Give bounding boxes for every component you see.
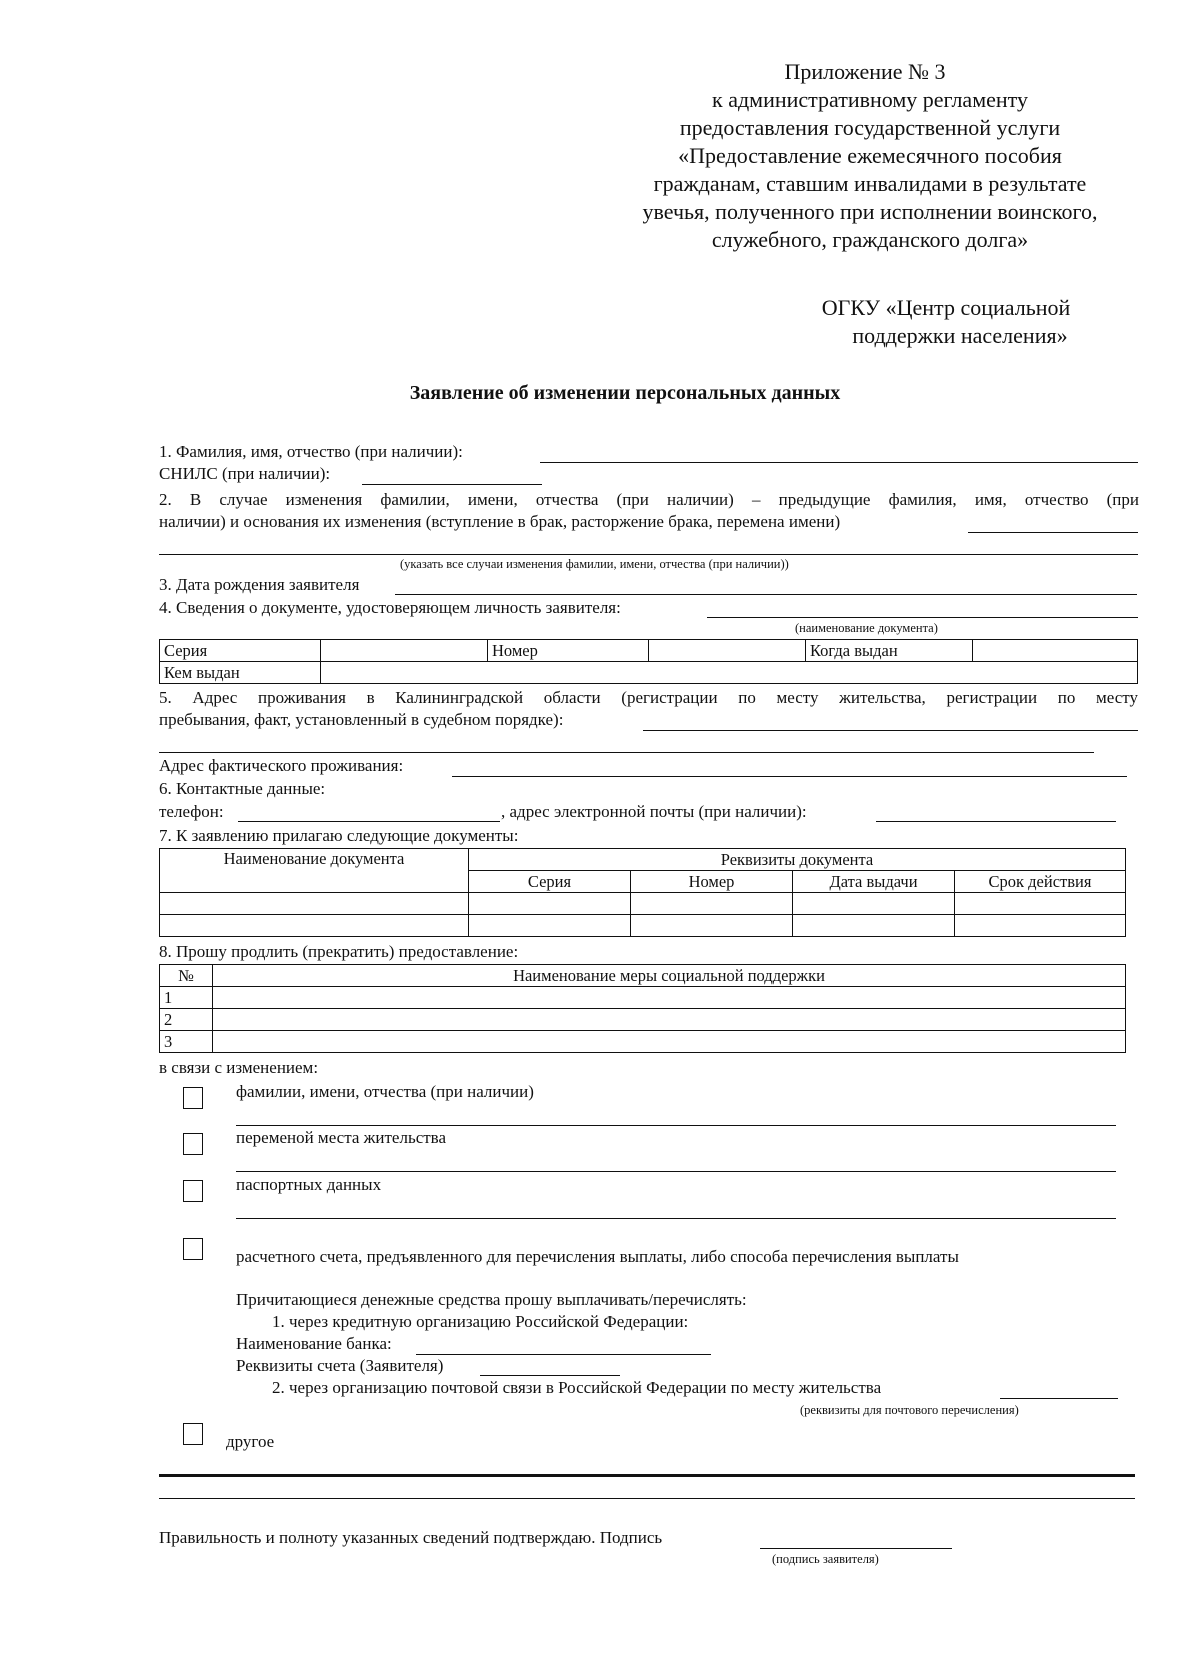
- reason-label: в связи с изменением:: [159, 1058, 319, 1077]
- table-cell[interactable]: [955, 915, 1126, 937]
- account-label: Реквизиты счета (Заявителя): [236, 1356, 444, 1375]
- addressee: [810, 294, 1110, 350]
- fio-label: 1. Фамилия, имя, отчество (при наличии):: [159, 442, 463, 461]
- table-cell[interactable]: [793, 893, 955, 915]
- col-doc-requisites: Реквизиты документа: [469, 849, 1126, 871]
- table-cell[interactable]: [160, 915, 469, 937]
- via-post-label: 2. через организацию почтовой связи в Российской Федерации по месту жительства: [272, 1378, 882, 1397]
- snils-field[interactable]: [362, 484, 542, 485]
- via-bank-label: 1. через кредитную организацию Российской Федерации:: [272, 1312, 689, 1331]
- account-change-label: расчетного счета, предъявленного для перечисления выплаты, либо способа перечисления выплаты: [236, 1247, 959, 1266]
- table-cell[interactable]: [160, 893, 469, 915]
- attachments-table: [159, 848, 1126, 937]
- header-line: предоставления государственной услуги: [679, 115, 1061, 140]
- header-line: гражданам, ставшим инвалидами в результате: [653, 171, 1087, 196]
- id-doc-label: 4. Сведения о документе, удостоверяющем личность заявителя:: [159, 598, 621, 617]
- measures-label: 8. Прошу продлить (прекратить) предоставление:: [159, 942, 519, 961]
- passport-change-checkbox[interactable]: [183, 1180, 203, 1202]
- issued-by-header: Кем выдан: [160, 662, 321, 684]
- bank-name-field[interactable]: [416, 1354, 711, 1355]
- fio-field[interactable]: [540, 462, 1138, 463]
- address-text-2: пребывания, факт, установленный в судебном порядке):: [159, 710, 564, 729]
- col-issue-date: Дата выдачи: [793, 871, 955, 893]
- prev-fio-hint: (указать все случаи изменения фамилии, имени, отчества (при наличии)): [400, 557, 789, 571]
- issued-date-header: Когда выдан: [806, 640, 973, 662]
- address-text: 5. Адрес проживания в Калининградской области (регистрации по месту жительства, регистрации по месту: [159, 688, 1138, 707]
- table-row: [160, 915, 1126, 937]
- other-checkbox[interactable]: [183, 1423, 203, 1445]
- prev-fio-text: 2. В случае изменения фамилии, имени, отчества (при наличии) – предыдущие фамилия, имя, отчество (при: [159, 490, 1139, 509]
- prev-fio-field[interactable]: [968, 532, 1138, 533]
- id-doc-table: [159, 639, 1138, 684]
- signature-hint: (подпись заявителя): [772, 1552, 879, 1566]
- table-cell[interactable]: [631, 893, 793, 915]
- table-cell[interactable]: [213, 1031, 1126, 1053]
- post-requisites-hint: (реквизиты для почтового перечисления): [800, 1403, 1019, 1417]
- page-title: Заявление об изменении персональных данных: [409, 382, 841, 404]
- account-field[interactable]: [480, 1375, 620, 1376]
- actual-address-label: Адрес фактического проживания:: [159, 756, 404, 775]
- table-row: [160, 893, 1126, 915]
- header-line: Приложение № 3: [784, 59, 946, 84]
- passport-change-field[interactable]: [236, 1218, 1116, 1219]
- fio-change-label: фамилии, имени, отчества (при наличии): [236, 1082, 534, 1101]
- series-header: Серия: [160, 640, 321, 662]
- id-doc-field[interactable]: [707, 617, 1138, 618]
- birthdate-label: 3. Дата рождения заявителя: [159, 575, 360, 594]
- other-field[interactable]: [159, 1474, 1135, 1477]
- fio-change-checkbox[interactable]: [183, 1087, 203, 1109]
- table-cell[interactable]: [213, 987, 1126, 1009]
- issued-by-cell[interactable]: [321, 662, 1138, 684]
- residence-change-checkbox[interactable]: [183, 1133, 203, 1155]
- residence-change-field[interactable]: [236, 1171, 1116, 1172]
- number-cell[interactable]: [649, 640, 806, 662]
- issued-date-cell[interactable]: [973, 640, 1138, 662]
- row-number: 1: [160, 987, 213, 1009]
- account-change-checkbox[interactable]: [183, 1238, 203, 1260]
- table-cell[interactable]: [213, 1009, 1126, 1031]
- table-cell[interactable]: [955, 893, 1126, 915]
- signature-field[interactable]: [760, 1548, 952, 1549]
- confirm-text: Правильность и полноту указанных сведений подтверждаю. Подпись: [159, 1528, 663, 1547]
- header-line: «Предоставление ежемесячного пособия: [678, 143, 1062, 168]
- fio-change-field[interactable]: [236, 1125, 1116, 1126]
- table-row: [160, 1031, 1126, 1053]
- residence-change-label: переменой места жительства: [236, 1128, 447, 1147]
- actual-address-field[interactable]: [452, 776, 1127, 777]
- phone-field[interactable]: [238, 821, 500, 822]
- col-doc-name: Наименование документа: [160, 849, 469, 893]
- series-cell[interactable]: [321, 640, 488, 662]
- snils-label: СНИЛС (при наличии):: [159, 464, 331, 483]
- attachments-label: 7. К заявлению прилагаю следующие документы:: [159, 826, 519, 845]
- row-number: 3: [160, 1031, 213, 1053]
- col-number: Номер: [631, 871, 793, 893]
- col-number-sign: №: [160, 965, 213, 987]
- table-row: [160, 987, 1126, 1009]
- addressee-line: поддержки населения»: [852, 323, 1068, 348]
- id-doc-hint: (наименование документа): [795, 621, 938, 635]
- payout-label: Причитающиеся денежные средства прошу выплачивать/перечислять:: [236, 1290, 747, 1309]
- email-field[interactable]: [876, 821, 1116, 822]
- address-field-2[interactable]: [159, 752, 1094, 753]
- passport-change-label: паспортных данных: [236, 1175, 382, 1194]
- phone-label: телефон:: [159, 802, 224, 821]
- bank-name-label: Наименование банка:: [236, 1334, 392, 1353]
- col-validity: Срок действия: [955, 871, 1126, 893]
- header-line: увечья, полученного при исполнении воинского,: [642, 199, 1098, 224]
- table-cell[interactable]: [469, 893, 631, 915]
- table-cell[interactable]: [469, 915, 631, 937]
- address-field[interactable]: [643, 730, 1138, 731]
- prev-fio-field-2[interactable]: [159, 554, 1138, 555]
- email-label: , адрес электронной почты (при наличии):: [501, 802, 807, 821]
- addressee-line: ОГКУ «Центр социальной: [821, 295, 1071, 320]
- table-row: [160, 1009, 1126, 1031]
- other-label: другое: [226, 1432, 275, 1451]
- table-cell[interactable]: [793, 915, 955, 937]
- contacts-label: 6. Контактные данные:: [159, 779, 326, 798]
- col-series: Серия: [469, 871, 631, 893]
- other-field-2[interactable]: [159, 1498, 1135, 1499]
- appendix-header: [600, 58, 1140, 254]
- measures-table: [159, 964, 1126, 1053]
- row-number: 2: [160, 1009, 213, 1031]
- post-requisites-field[interactable]: [1000, 1398, 1118, 1399]
- col-measure-name: Наименование меры социальной поддержки: [213, 965, 1126, 987]
- header-line: к административному регламенту: [712, 87, 1028, 112]
- prev-fio-text-2: наличии) и основания их изменения (вступление в брак, расторжение брака, перемена имени): [159, 512, 841, 531]
- number-header: Номер: [488, 640, 649, 662]
- header-line: служебного, гражданского долга»: [711, 227, 1029, 252]
- table-cell[interactable]: [631, 915, 793, 937]
- birthdate-field[interactable]: [395, 594, 1137, 595]
